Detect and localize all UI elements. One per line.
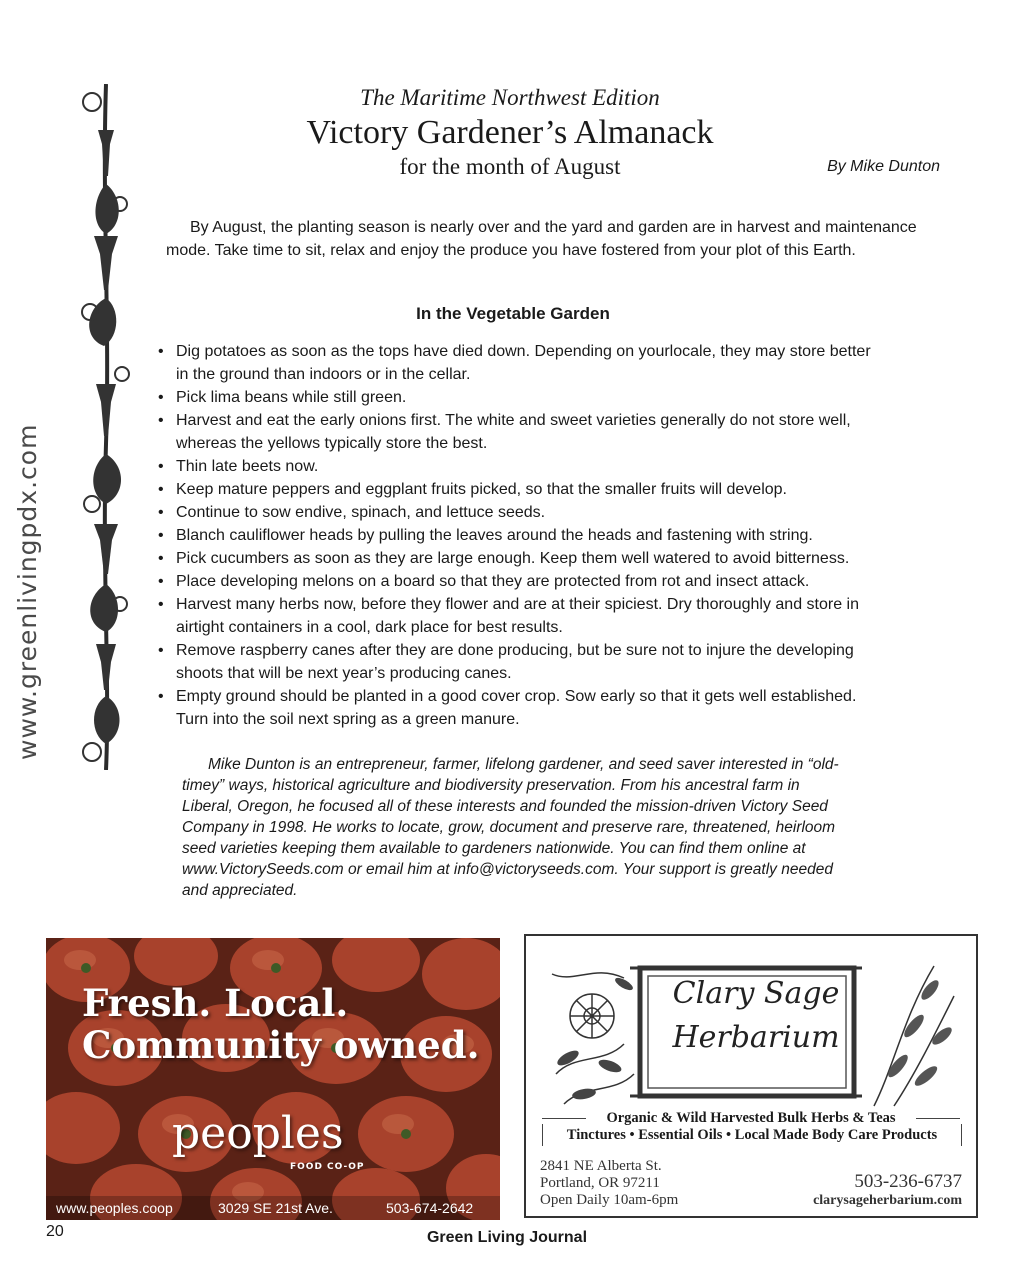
- bullet: •: [158, 688, 164, 705]
- peoples-logo-subtitle: FOOD CO-OP: [290, 1162, 365, 1172]
- tip-text: Thin late beets now.: [176, 458, 319, 475]
- clary-phone: 503-236-6737: [854, 1171, 962, 1192]
- clary-tagline-herbs: Organic & Wild Harvested Bulk Herbs & Teas: [586, 1108, 916, 1128]
- clary-address: [540, 1158, 678, 1209]
- ad-address: 3029 SE 21st Ave.: [218, 1200, 333, 1216]
- byline: By Mike Dunton: [827, 158, 940, 175]
- tip-text: Place developing melons on a board so that they are protected from rot and insect attack.: [176, 573, 810, 590]
- list-item: [158, 639, 878, 685]
- bullet: •: [158, 389, 164, 406]
- clary-street: 2841 NE Alberta St.: [540, 1158, 662, 1174]
- tip-text: Keep mature peppers and eggplant fruits picked, so that the smaller fruits will develop.: [176, 481, 787, 498]
- bullet: •: [158, 642, 164, 659]
- article-header: [290, 82, 730, 182]
- bullet: •: [158, 343, 164, 360]
- list-item: [158, 501, 878, 524]
- bullet: •: [158, 504, 164, 521]
- ad-headline: [82, 982, 500, 1066]
- list-item: [158, 409, 878, 455]
- tip-text: Pick cucumbers as soon as they are large enough. Keep them well watered to avoid bitterness.: [176, 550, 850, 567]
- clary-name-line1: Clary Sage: [672, 976, 840, 1011]
- edition-subtitle: The Maritime Northwest Edition: [360, 85, 660, 110]
- ad-headline-line2: Community owned.: [82, 1023, 480, 1067]
- peoples-coop-ad[interactable]: [46, 938, 500, 1220]
- journal-name: Green Living Journal: [426, 1229, 588, 1246]
- list-item: [158, 340, 878, 386]
- intro-text: By August, the planting season is nearly over and the yard and garden are in harvest and maintenance mode. Take time to sit, relax and enjoy the produce you have fostered from your plot of this Earth.: [166, 219, 917, 259]
- author-bio: [182, 754, 848, 901]
- tip-text: Harvest many herbs now, before they flower and are at their spiciest. Dry thoroughly and store in airtight containers in a cool, dark place for best results.: [176, 596, 860, 636]
- bullet: •: [158, 573, 164, 590]
- tip-text: Blanch cauliflower heads by pulling the leaves around the heads and fastening with string.: [176, 527, 813, 544]
- ad-headline-line1: Fresh. Local.: [82, 981, 349, 1025]
- ad-contact-bar: [46, 1196, 500, 1220]
- list-item: [158, 593, 878, 639]
- tip-text: Empty ground should be planted in a good cover crop. Sow early so that it gets well established. Turn into the soil next spring as a green manure.: [176, 688, 857, 728]
- bullet: •: [158, 412, 164, 429]
- list-item: [158, 524, 878, 547]
- ad-website-link[interactable]: www.peoples.coop: [56, 1200, 173, 1216]
- clary-hours: Open Daily 10am-6pm: [540, 1192, 679, 1208]
- list-item: [158, 478, 878, 501]
- article-month: for the month of August: [399, 154, 621, 179]
- article-title: Victory Gardener’s Almanack: [306, 114, 714, 151]
- clary-name-line2: Herbarium: [672, 1020, 840, 1055]
- tip-text: Dig potatoes as soon as the tops have died down. Depending on yourlocale, they may store better in the ground than indoors or in the cellar.: [176, 343, 871, 383]
- tip-text: Harvest and eat the early onions first. The white and sweet varieties generally do not store well, whereas the yellows typically store the best.: [176, 412, 851, 452]
- tip-text: Pick lima beans while still green.: [176, 389, 407, 406]
- list-item: [158, 386, 878, 409]
- author-bio-text: Mike Dunton is an entrepreneur, farmer, lifelong gardener, and seed saver interested in “old-timey” ways, historical agriculture and biodiversity preservation. From his ancestral farm in Liberal, Oregon, he focused all of these interests and founded the mission-driven Victory Seed Company in 1998. He works to locate, grow, document and preserve rare, threatened, heirloom seed varieties keeping them available to gardeners nationwide. You can find them online at www.VictorySeeds.com or email him at info@victoryseeds.com. Your support is greatly needed and appreciated.: [182, 756, 839, 899]
- bullet: •: [158, 550, 164, 567]
- morning-glory-vine-border: [76, 84, 136, 770]
- bullet: •: [158, 481, 164, 498]
- peoples-logo: peoples: [172, 1108, 344, 1159]
- tip-text: Continue to sow endive, spinach, and lettuce seeds.: [176, 504, 546, 521]
- clary-city: Portland, OR 97211: [540, 1175, 660, 1191]
- list-item: [158, 455, 878, 478]
- page-number: 20: [46, 1223, 64, 1240]
- intro-paragraph: [166, 216, 926, 262]
- tip-text: Remove raspberry canes after they are done producing, but be sure not to injure the developing shoots that will be next year’s producing canes.: [176, 642, 854, 682]
- section-heading: In the Vegetable Garden: [416, 304, 610, 323]
- garden-tips-list: [158, 340, 878, 731]
- list-item: [158, 570, 878, 593]
- ad-phone: 503-674-2642: [386, 1200, 474, 1216]
- list-item: [158, 685, 878, 731]
- clary-tagline-products: Tinctures • Essential Oils • Local Made Body Care Products: [542, 1124, 962, 1146]
- bullet: •: [158, 458, 164, 475]
- sage-leaves-illustration: [864, 956, 960, 1116]
- clary-sage-ad[interactable]: [524, 934, 978, 1218]
- clary-website-link[interactable]: clarysageherbarium.com: [813, 1193, 962, 1208]
- side-website-url: www.greenlivingpdx.com: [13, 423, 42, 760]
- clary-sage-logo: [666, 972, 846, 1060]
- bullet: •: [158, 596, 164, 613]
- bullet: •: [158, 527, 164, 544]
- list-item: [158, 547, 878, 570]
